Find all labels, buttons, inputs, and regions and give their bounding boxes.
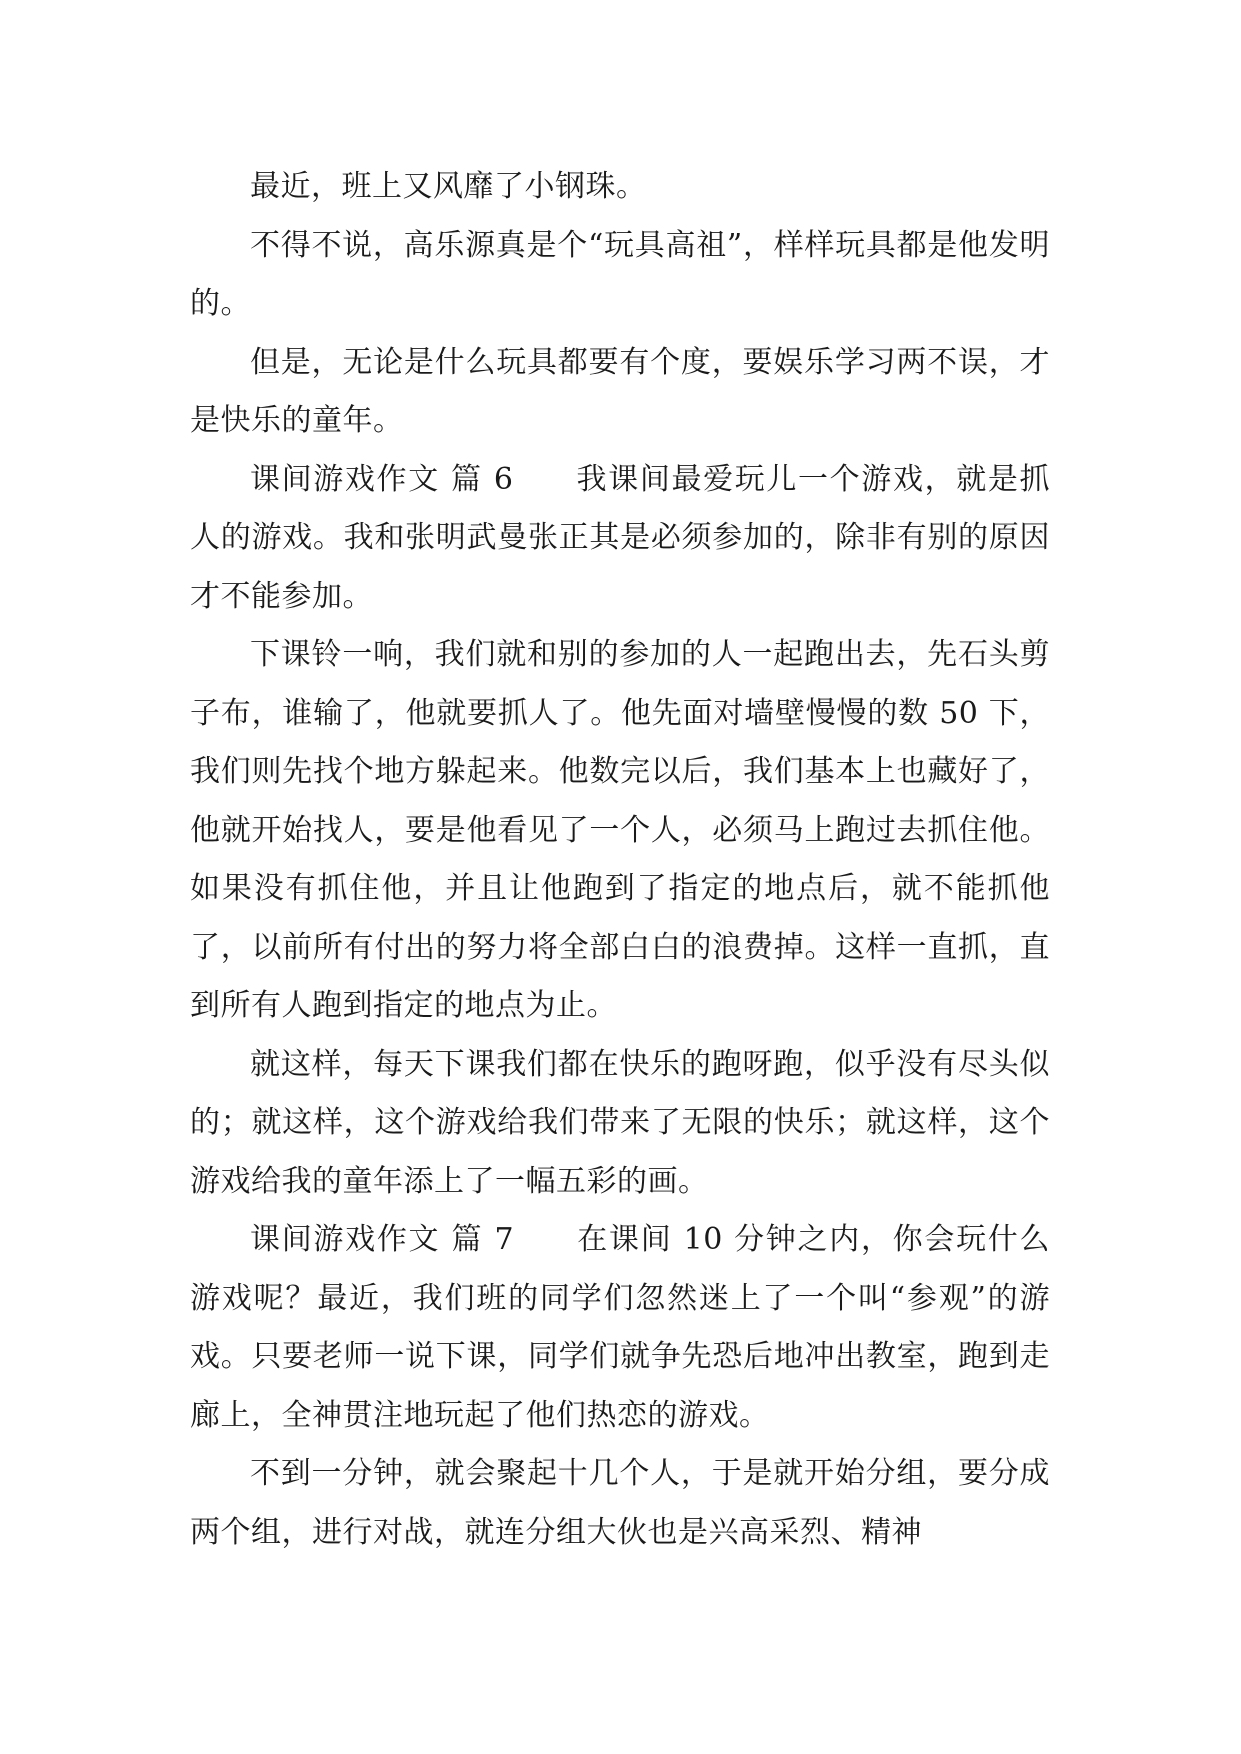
paragraph-text: 但是，无论是什么玩具都要有个度，要娱乐学习两不误，才是快乐的童年。 [190, 344, 1050, 438]
section-title: 课间游戏作文 篇 7 [250, 1222, 515, 1257]
paragraph-text: 最近，班上又风靡了小钢珠。 [250, 169, 647, 204]
paragraph-text: 就这样，每天下课我们都在快乐的跑呀跑，似乎没有尽头似的；就这样，这个游戏给我们带来了无限的快乐；就这样，这个游戏给我的童年添上了一幅五彩的画。 [190, 1046, 1050, 1199]
document-body [190, 158, 1050, 1562]
paragraph-text: 在课间 10 分钟之内，你会玩什么游戏呢？最近，我们班的同学们忽然迷上了一个叫“参观”的游戏。只要老师一说下课，同学们就争先恐后地冲出教室，跑到走廊上，全神贯注地玩起了他们热恋的游戏。 [190, 1222, 1050, 1433]
paragraph-text: 不得不说，高乐源真是个“玩具高祖”，样样玩具都是他发明的。 [190, 227, 1050, 321]
paragraph-7 [190, 1211, 1050, 1445]
paragraph-5 [190, 626, 1050, 1036]
paragraph-6 [190, 1036, 1050, 1212]
paragraph-text: 不到一分钟，就会聚起十几个人，于是就开始分组，要分成两个组，进行对战，就连分组大伙也是兴高采烈、精神 [190, 1456, 1050, 1550]
paragraph-4 [190, 451, 1050, 627]
paragraph-2 [190, 217, 1050, 334]
paragraph-1 [190, 158, 1050, 217]
paragraph-text: 下课铃一响，我们就和别的参加的人一起跑出去，先石头剪子布，谁输了，他就要抓人了。他先面对墙壁慢慢的数 50 下，我们则先找个地方躲起来。他数完以后，我们基本上也藏好了，他就开始找人，要是他看见了一个人，必须马上跑过去抓住他。如果没有抓住他，并且让他跑到了指定的地点后，就不能抓他了，以前所有付出的努力将全部白白的浪费掉。这样一直抓，直到所有人跑到指定的地点为止。 [190, 637, 1050, 1023]
paragraph-text: 我课间最爱玩儿一个游戏，就是抓人的游戏。我和张明武曼张正其是必须参加的，除非有别的原因才不能参加。 [190, 461, 1051, 614]
section-title: 课间游戏作文 篇 6 [250, 461, 514, 497]
paragraph-3 [190, 334, 1050, 451]
paragraph-8 [190, 1445, 1050, 1562]
